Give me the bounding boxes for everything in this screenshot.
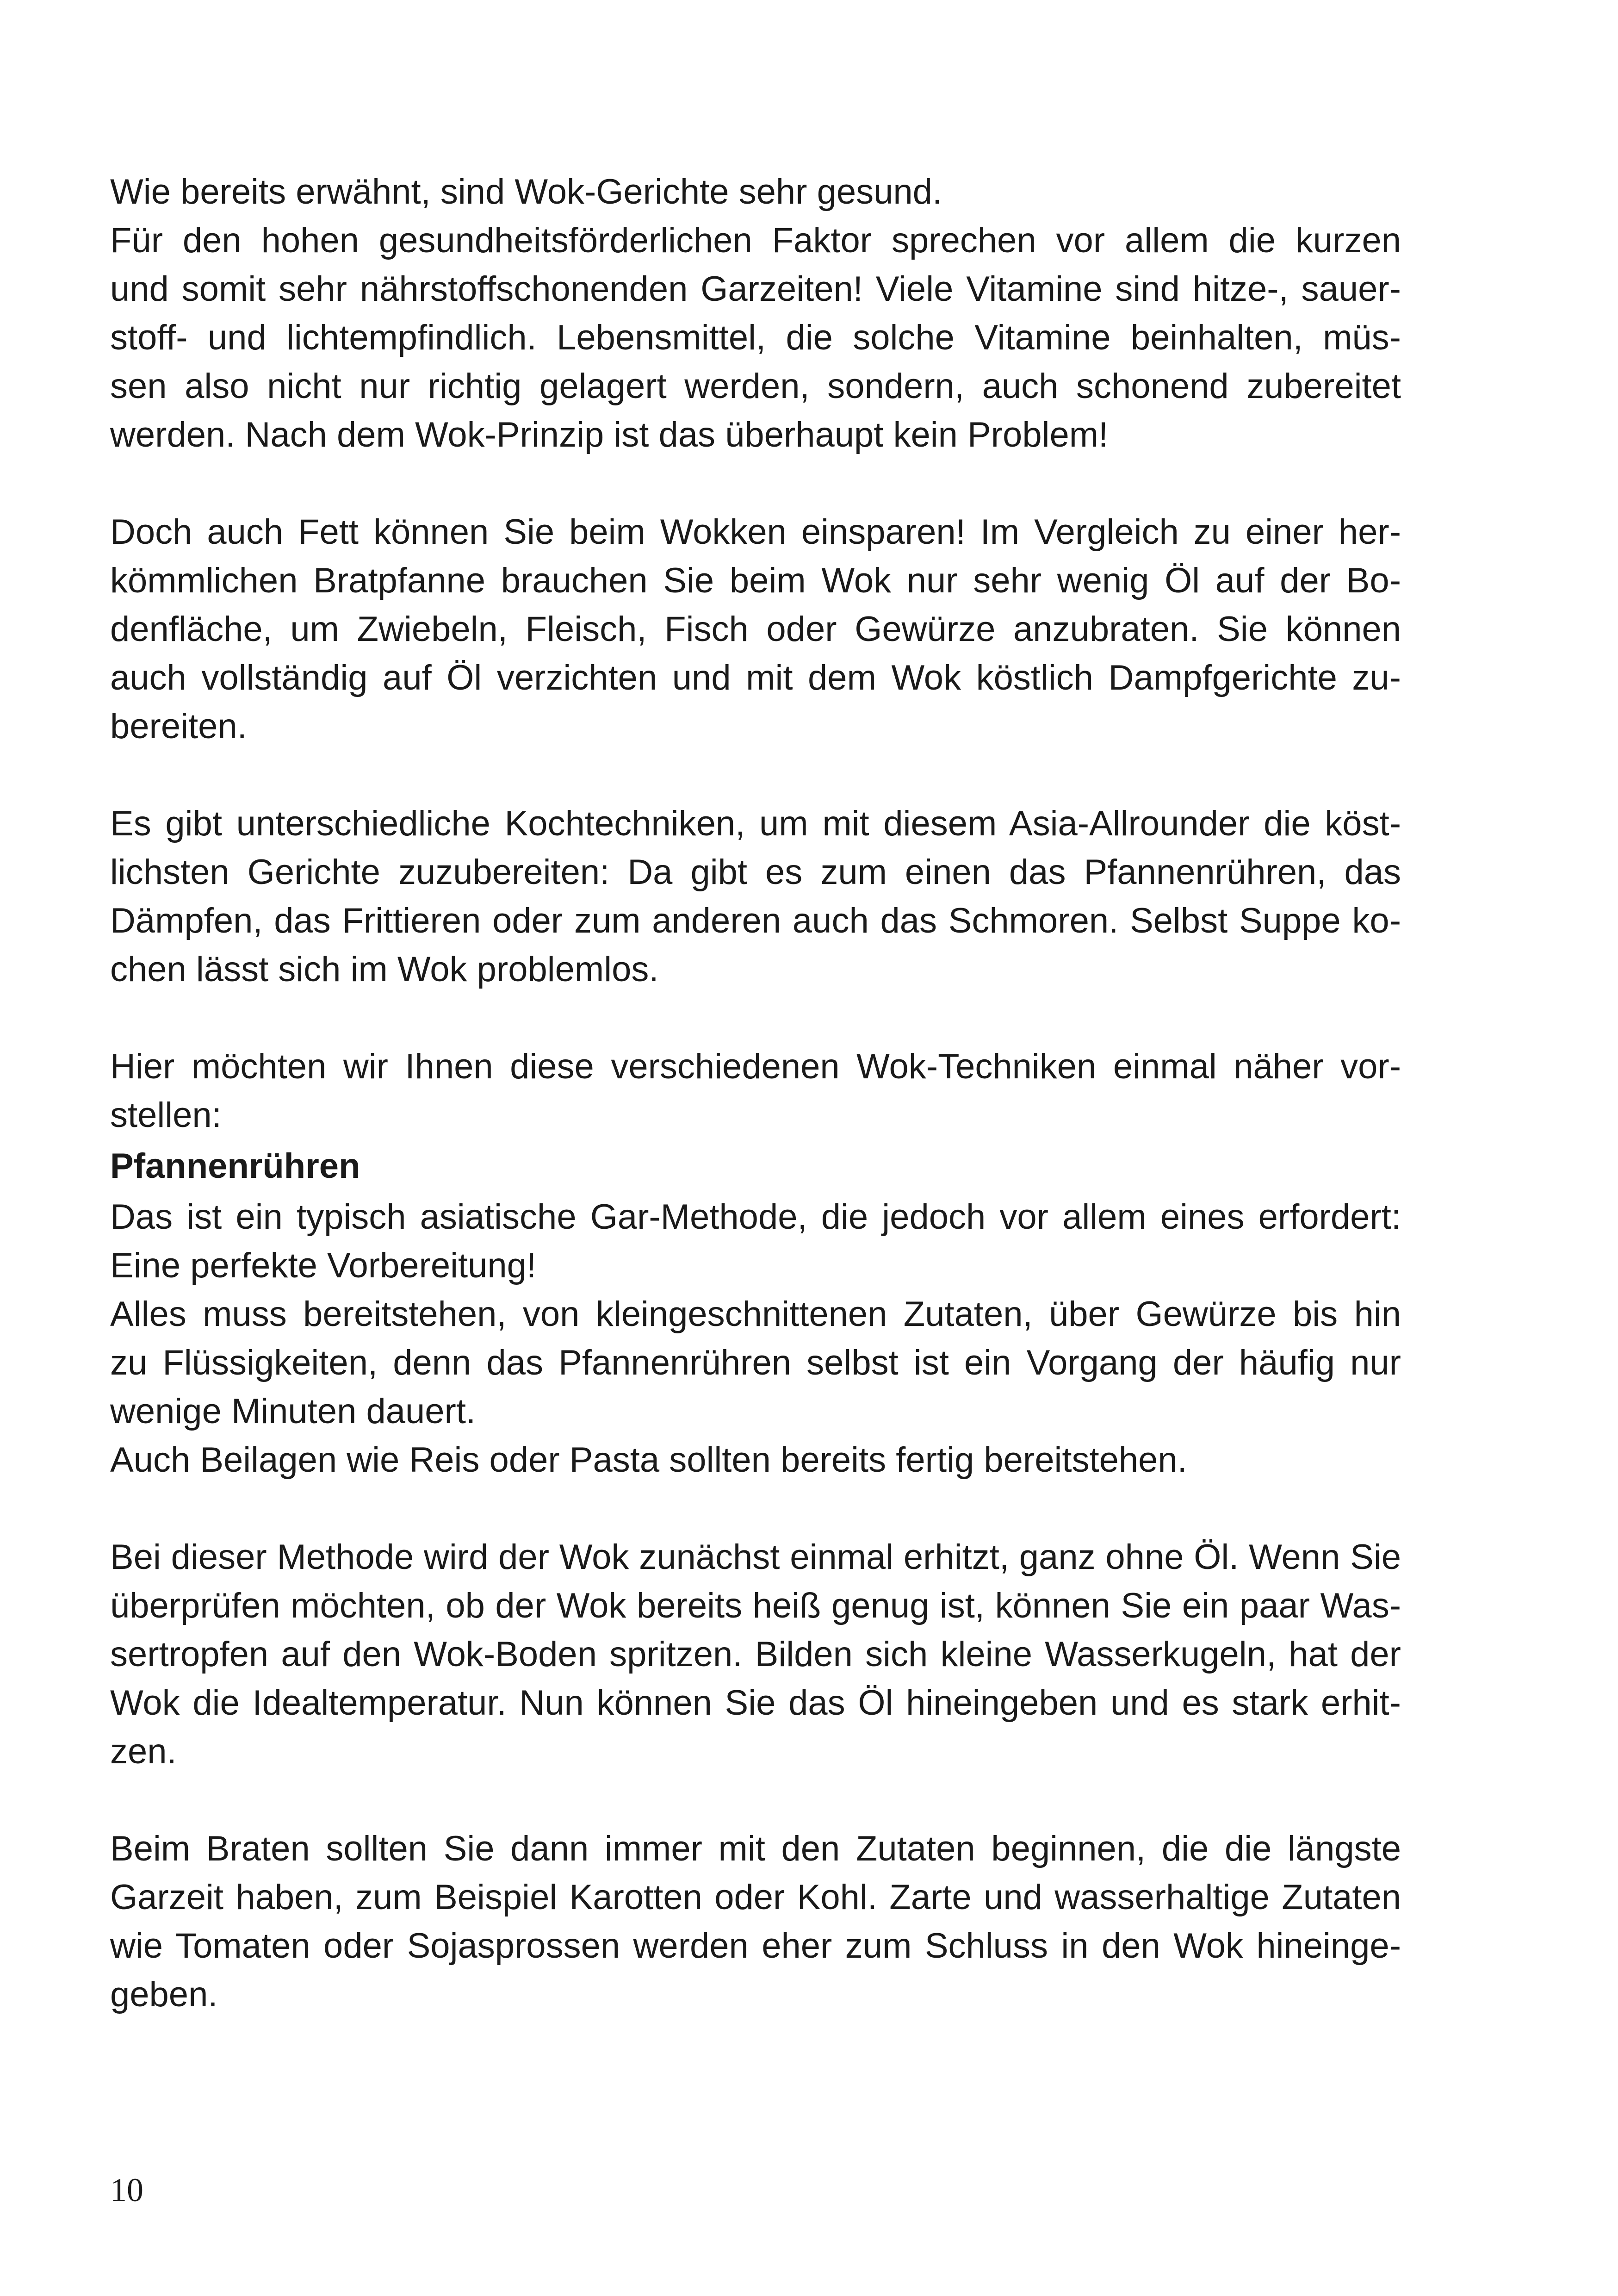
text-line: kömmlichen Bratpfanne brauchen Sie beim Wok nur sehr wenig Öl auf der Bo-	[110, 561, 1401, 600]
paragraph-health-benefits	[110, 168, 1401, 459]
text-line: sen also nicht nur richtig gelagert werden, sondern, auch schonend zubereitet	[110, 367, 1401, 406]
text-line: bereiten.	[110, 707, 247, 746]
text-line: überprüfen möchten, ob der Wok bereits heiß genug ist, können Sie ein paar Was-	[110, 1586, 1401, 1625]
text-line: Wie bereits erwähnt, sind Wok-Gerichte sehr gesund.	[110, 172, 942, 212]
paragraph-spacer	[110, 1484, 1401, 1533]
text-line: Es gibt unterschiedliche Kochtechniken, um mit diesem Asia-Allrounder die köst-	[110, 804, 1401, 843]
paragraph-spacer	[110, 994, 1401, 1042]
page-body	[110, 168, 1401, 2019]
text-line: Eine perfekte Vorbereitung!	[110, 1246, 537, 1285]
text-line: Beim Braten sollten Sie dann immer mit den Zutaten beginnen, die die längste	[110, 1829, 1401, 1868]
text-line: Dämpfen, das Frittieren oder zum anderen auch das Schmoren. Selbst Suppe ko-	[110, 901, 1401, 940]
text-line: denfläche, um Zwiebeln, Fleisch, Fisch oder Gewürze anzubraten. Sie können	[110, 610, 1401, 649]
paragraph-frying-order	[110, 1824, 1401, 2019]
paragraph-fat-saving	[110, 508, 1401, 751]
text-line: sertropfen auf den Wok-Boden spritzen. Bilden sich kleine Wasserkugeln, hat der	[110, 1635, 1401, 1674]
text-line: Das ist ein typisch asiatische Gar-Methode, die jedoch vor allem eines erfordert:	[110, 1197, 1401, 1237]
text-line: Wok die Idealtemperatur. Nun können Sie das Öl hineingeben und es stark erhit-	[110, 1683, 1401, 1723]
text-line: zu Flüssigkeiten, denn das Pfannenrühren selbst ist ein Vorgang der häufig nur	[110, 1343, 1401, 1382]
text-line: und somit sehr nährstoffschonenden Garzeiten! Viele Vitamine sind hitze-, sauer-	[110, 269, 1401, 309]
page-number: 10	[110, 2172, 143, 2209]
text-line: stoff- und lichtempfindlich. Lebensmittel, die solche Vitamine beinhalten, müs-	[110, 318, 1401, 357]
paragraph-introduction	[110, 1042, 1401, 1139]
text-line: geben.	[110, 1975, 218, 2014]
text-line: Alles muss bereitstehen, von kleingeschnittenen Zutaten, über Gewürze bis hin	[110, 1294, 1401, 1334]
text-line: zen.	[110, 1732, 177, 1771]
section-heading: Pfannenrühren	[110, 1146, 360, 1186]
text-line: Doch auch Fett können Sie beim Wokken einsparen! Im Vergleich zu einer her-	[110, 512, 1401, 552]
text-line: Garzeit haben, zum Beispiel Karotten oder Kohl. Zarte und wasserhaltige Zutaten	[110, 1878, 1401, 1917]
text-line: Auch Beilagen wie Reis oder Pasta sollten bereits fertig bereitstehen.	[110, 1440, 1187, 1480]
paragraph-cooking-techniques	[110, 799, 1401, 994]
paragraph-spacer	[110, 459, 1401, 508]
text-line: werden. Nach dem Wok-Prinzip ist das überhaupt kein Problem!	[110, 415, 1109, 454]
text-line: wenige Minuten dauert.	[110, 1392, 476, 1431]
paragraph-spacer	[110, 751, 1401, 799]
text-line: Bei dieser Methode wird der Wok zunächst einmal erhitzt, ganz ohne Öl. Wenn Sie	[110, 1537, 1401, 1577]
text-line: wie Tomaten oder Sojasprossen werden eher zum Schluss in den Wok hineinge-	[110, 1926, 1401, 1966]
paragraph-heating-method	[110, 1533, 1401, 1776]
text-line: stellen:	[110, 1095, 222, 1135]
text-line: Hier möchten wir Ihnen diese verschiedenen Wok-Techniken einmal näher vor-	[110, 1047, 1401, 1086]
text-line: chen lässt sich im Wok problemlos.	[110, 950, 659, 989]
text-line: Für den hohen gesundheitsförderlichen Faktor sprechen vor allem die kurzen	[110, 221, 1401, 260]
text-line: auch vollständig auf Öl verzichten und mit dem Wok köstlich Dampfgerichte zu-	[110, 658, 1401, 697]
text-line: lichsten Gerichte zuzubereiten: Da gibt es zum einen das Pfannenrühren, das	[110, 852, 1401, 892]
paragraph-spacer	[110, 1776, 1401, 1824]
paragraph-preparation	[110, 1193, 1401, 1484]
